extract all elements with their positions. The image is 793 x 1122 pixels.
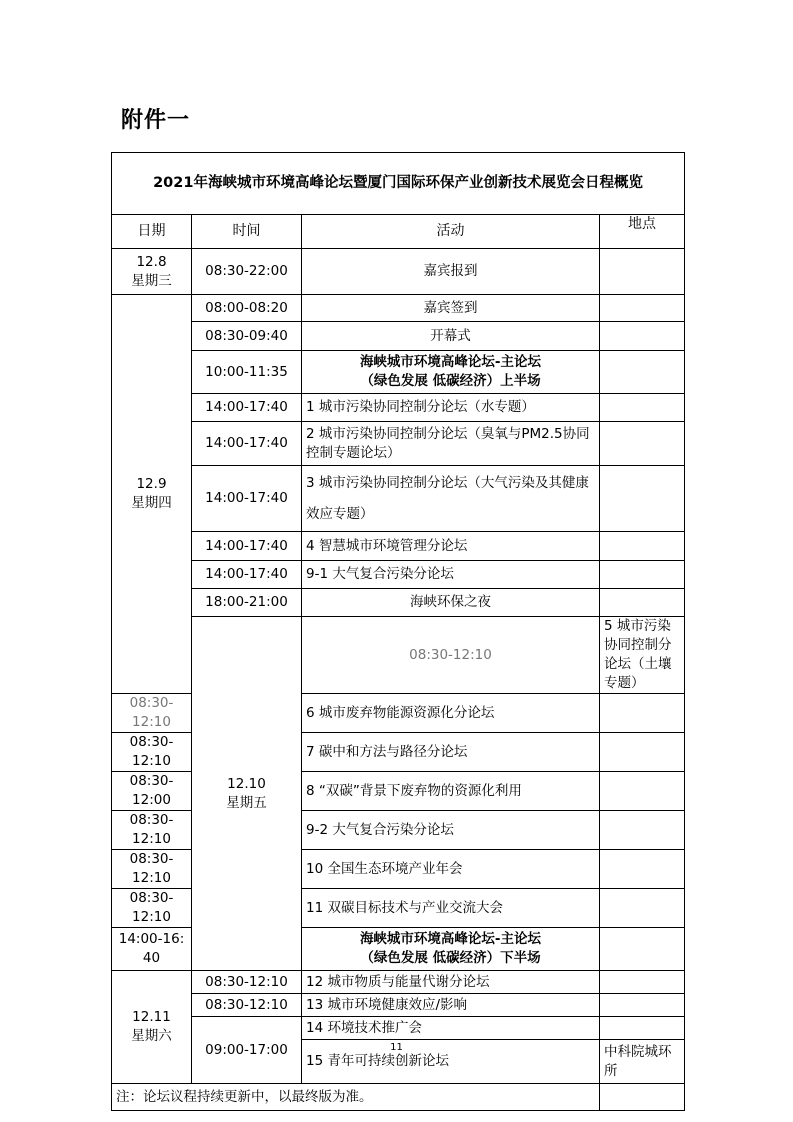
activity-cell-main-forum [302,928,600,971]
day-cell-12-8 [112,249,192,295]
activity-cell: 12 城市物质与能量代谢分论坛 [302,971,600,994]
activity-cell: 6 城市废弃物能源资源化分论坛 [302,694,600,733]
table-row [112,617,685,694]
header-date: 日期 [112,215,192,249]
activity-cell: 11 双碳目标技术与产业交流大会 [302,889,600,928]
activity-cell-main-forum [302,351,600,394]
time-cell: 18:00-21:00 [192,589,302,617]
activity-line: 海峡城市环境高峰论坛-主论坛 [359,931,542,947]
day-cell-12-10 [192,617,302,971]
activity-line: （绿色发展 低碳经济）下半场 [360,950,541,966]
location-cell [600,1084,685,1111]
header-activity: 活动 [302,215,600,249]
location-cell [600,994,685,1017]
location-cell [600,394,685,422]
day-weekday: 星期五 [226,794,267,811]
time-cell: 14:00-17:40 [192,394,302,422]
table-title: 2021年海峡城市环境高峰论坛暨厦门国际环保产业创新技术展览会日程概览 [112,153,685,215]
day-date: 12.9 [136,476,167,492]
table-row [112,994,685,1017]
table-row [112,466,685,532]
time-cell: 08:30-12:10 [112,733,192,772]
day-date: 12.11 [132,1009,171,1025]
location-cell [600,733,685,772]
location-cell [600,772,685,811]
day-weekday: 星期三 [131,272,172,289]
time-cell: 14:00-17:40 [192,466,302,532]
time-cell: 10:00-11:35 [192,351,302,394]
activity-line: 海峡城市环境高峰论坛-主论坛 [359,354,542,370]
activity-cell: 嘉宾签到 [302,295,600,322]
table-row [112,351,685,394]
activity-cell: 14 环境技术推广会 [302,1017,600,1040]
time-cell: 08:30-12:10 [112,694,192,733]
location-cell [600,351,685,394]
location-cell [600,928,685,971]
time-cell: 08:30-22:00 [192,249,302,295]
time-cell: 14:00-16: 40 [112,928,192,971]
table-row [112,249,685,295]
time-cell: 08:30-12:10 [192,971,302,994]
activity-cell: 5 城市污染协同控制分论坛（土壤专题） [600,617,685,694]
time-cell: 08:30-12:10 [112,889,192,928]
location-cell [600,1017,685,1040]
time-cell: 08:30-12:10 [302,617,600,694]
location-cell [600,249,685,295]
activity-cell: 8 “双碳”背景下废弃物的资源化利用 [302,772,600,811]
time-cell: 08:30-12:10 [112,850,192,889]
table-row [112,295,685,322]
time-cell: 09:00-17:00 [192,1017,302,1084]
location-cell [600,422,685,466]
time-cell: 14:00-17:40 [192,532,302,561]
location-cell [600,295,685,322]
time-cell: 08:30-12:00 [112,772,192,811]
activity-cell: 开幕式 [302,322,600,351]
table-row [112,394,685,422]
activity-cell: 9-2 大气复合污染分论坛 [302,811,600,850]
table-title-row [112,153,685,215]
activity-cell: 2 城市污染协同控制分论坛（臭氧与PM2.5协同控制专题论坛） [302,422,600,466]
table-row [112,532,685,561]
page-number: 11 [390,1042,403,1053]
day-weekday: 星期四 [131,495,172,511]
activity-line: （绿色发展 低碳经济）上半场 [360,373,541,389]
table-note: 注：论坛议程持续更新中，以最终版为准。 [112,1084,600,1111]
activity-cell: 9-1 大气复合污染分论坛 [302,561,600,589]
table-row [112,589,685,617]
table-row [112,422,685,466]
time-cell: 14:00-17:40 [192,561,302,589]
location-cell [600,971,685,994]
activity-cell: 海峡环保之夜 [302,589,600,617]
header-time: 时间 [192,215,302,249]
day-cell-12-11 [112,971,192,1084]
attachment-label: 附件一 [121,107,191,133]
location-cell [600,889,685,928]
note-row [112,1084,685,1111]
activity-cell: 4 智慧城市环境管理分论坛 [302,532,600,561]
location-cell [600,322,685,351]
activity-cell: 15 青年可持续创新论坛 [302,1040,600,1084]
location-cell [600,532,685,561]
day-cell-12-9 [112,295,192,694]
activity-cell: 1 城市污染协同控制分论坛（水专题） [302,394,600,422]
time-cell: 08:00-08:20 [192,295,302,322]
table-row [112,322,685,351]
time-cell: 14:00-17:40 [192,422,302,466]
location-cell [600,811,685,850]
location-cell: 中科院城环所 [600,1040,685,1084]
time-cell: 08:30-12:10 [192,994,302,1017]
schedule-table [111,152,685,1111]
activity-cell: 10 全国生态环境产业年会 [302,850,600,889]
table-row [112,1017,685,1040]
header-location: 地点 [600,215,685,249]
time-cell: 08:30-09:40 [192,322,302,351]
table-row [112,971,685,994]
activity-cell: 7 碳中和方法与路径分论坛 [302,733,600,772]
day-date: 12.10 [227,775,266,792]
location-cell [600,589,685,617]
location-cell [600,561,685,589]
activity-cell: 3 城市污染协同控制分论坛（大气污染及其健康效应专题） [302,466,600,532]
header-row [112,215,685,249]
location-cell [600,694,685,733]
time-cell: 08:30-12:10 [112,811,192,850]
day-weekday: 星期六 [131,1028,172,1044]
activity-cell: 嘉宾报到 [302,249,600,295]
activity-cell: 13 城市环境健康效应/影响 [302,994,600,1017]
location-cell [600,466,685,532]
table-row [112,561,685,589]
day-date: 12.8 [136,253,167,270]
location-cell [600,850,685,889]
